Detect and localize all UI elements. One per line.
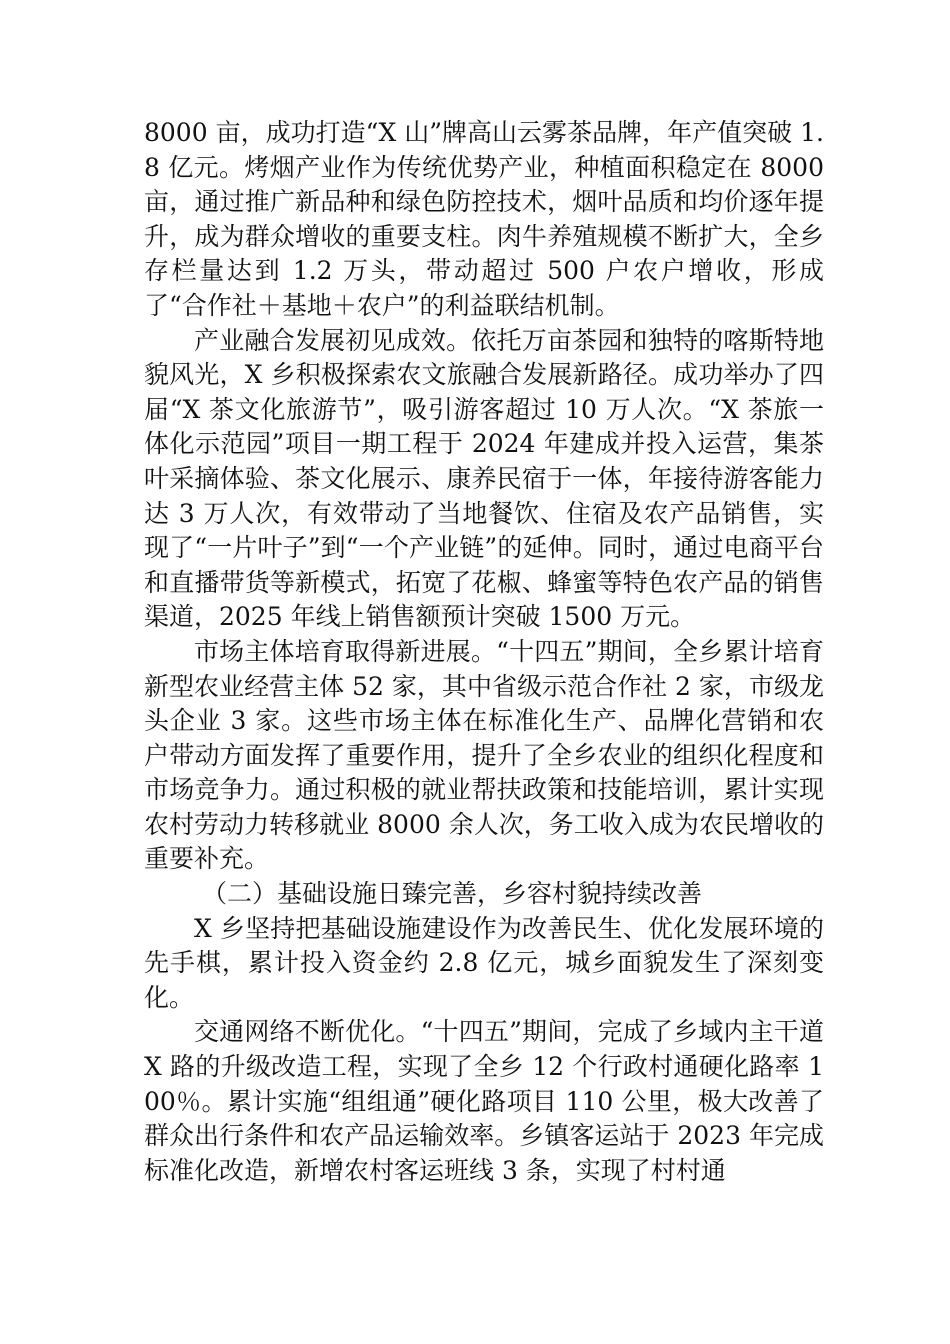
paragraph-industry-integration: 产业融合发展初见成效。依托万亩茶园和独特的喀斯特地貌风光，X 乡积极探索农文旅融合发展新路径。成功举办了四届“X 茶文化旅游节”，吸引游客超过 10 万人次。“X 茶旅一体化示范园”项目一期工程于 2024 年建成并投入运营，集茶叶采摘体验、茶文化展示、康养民宿于一体，年接待游客能力达 3 万人次，有效带动了当地餐饮、住宿及农产品销售，实现了“一片叶子”到“一个产业链”的延伸。同时，通过电商平台和直播带货等新模式，拓宽了花椒、蜂蜜等特色农产品的销售渠道，2025 年线上销售额预计突破 1500 万元。	[144, 325, 824, 632]
paragraph-market-entities: 市场主体培育取得新进展。“十四五”期间，全乡累计培育新型农业经营主体 52 家，其中省级示范合作社 2 家，市级龙头企业 3 家。这些市场主体在标准化生产、品牌化营销和农户带动方面发挥了重要作用，提升了全乡农业的组织化程度和市场竞争力。通过积极的就业帮扶政策和技能培训，累计实现农村劳动力转移就业 8000 余人次，务工收入成为农民增收的重要补充。	[144, 636, 824, 874]
document-body	[144, 116, 824, 1188]
paragraph-agriculture-industry: 8000 亩，成功打造“X 山”牌高山云雾茶品牌，年产值突破 1.8 亿元。烤烟产业作为传统优势产业，种植面积稳定在 8000 亩，通过推广新品种和绿色防控技术，烟叶品质和均价逐年提升，成为群众增收的重要支柱。肉牛养殖规模不断扩大，全乡存栏量达到 1.2 万头，带动超过 500 户农户增收，形成了“合作社＋基地＋农户”的利益联结机制。	[144, 118, 824, 320]
paragraph-infrastructure-intro: X 乡坚持把基础设施建设作为改善民生、优化发展环境的先手棋，累计投入资金约 2.8 亿元，城乡面貌发生了深刻变化。	[144, 913, 824, 1012]
paragraph-transport-network: 交通网络不断优化。“十四五”期间，完成了乡域内主干道 X 路的升级改造工程，实现了全乡 12 个行政村通硬化路率 100％。累计实施“组组通”硬化路项目 110 公里，极大改善了群众出行条件和农产品运输效率。乡镇客运站于 2023 年完成标准化改造，新增农村客运班线 3 条，实现了村村通	[144, 1017, 824, 1185]
section-heading-infrastructure: （二）基础设施日臻完善，乡容村貌持续改善	[202, 879, 703, 909]
